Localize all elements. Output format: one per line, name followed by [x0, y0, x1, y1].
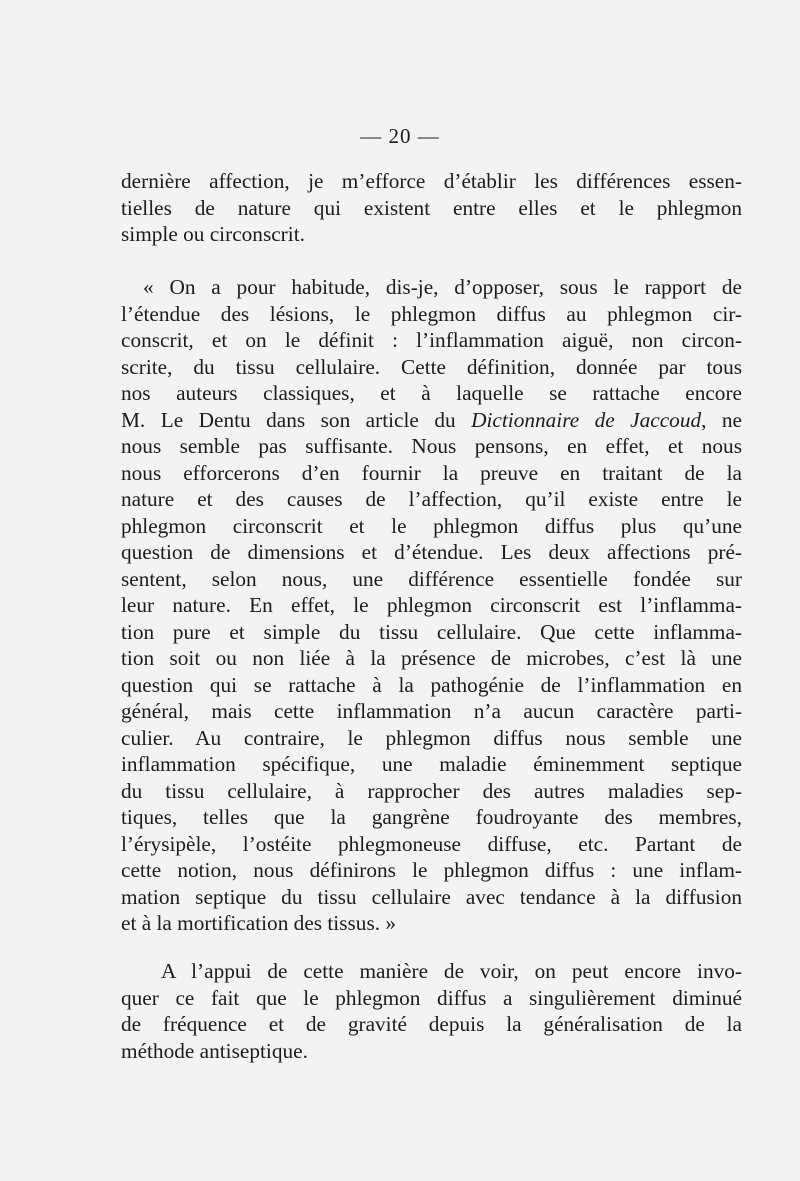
text-fragment: , ne	[701, 407, 743, 432]
text-line: l’érysipèle, l’ostéite phlegmoneuse diffuse, etc. Partant de	[121, 831, 742, 856]
text-line: dernière affection, je m’efforce d’établir les différences essen-	[121, 169, 742, 193]
text-line: nos auteurs classiques, et à laquelle se rattache encore	[121, 381, 742, 405]
text-line: tielles de nature qui existent entre elles et le phlegmon	[121, 195, 742, 220]
text-line: scrite, du tissu cellulaire. Cette définition, donnée par tous	[121, 354, 742, 379]
italic-title: Dictionnaire de Jaccoud	[471, 407, 702, 432]
text-line: général, mais cette inflammation n’a aucun caractère parti-	[121, 699, 742, 723]
text-line: inflammation spécifique, une maladie éminemment septique	[121, 752, 742, 776]
text-line: et à la mortification des tissus. »	[121, 911, 397, 935]
text-line: quer ce fait que le phlegmon diffus a singulièrement diminué	[121, 985, 742, 1010]
text-line: nature et des causes de l’affection, qu’il existe entre le	[121, 487, 742, 511]
text-line: question de dimensions et d’étendue. Les deux affections pré-	[121, 540, 742, 564]
text-line: A l’appui de cette manière de voir, on peut encore invo-	[161, 959, 742, 983]
paragraph-1	[121, 168, 742, 248]
text-line: culier. Au contraire, le phlegmon diffus nous semble une	[121, 725, 742, 750]
text-line: conscrit, et on le définit : l’inflammation aiguë, non circon-	[121, 328, 742, 352]
page-number: — 20 —	[360, 124, 440, 148]
text-line: l’étendue des lésions, le phlegmon diffus au phlegmon cir-	[121, 301, 742, 326]
paragraph-3	[121, 958, 742, 1064]
text-line: nous semble pas suffisante. Nous pensons, en effet, et nous	[121, 434, 742, 458]
text-line: tion pure et simple du tissu cellulaire. Que cette inflamma-	[121, 619, 742, 644]
text-line: mation septique du tissu cellulaire avec tendance à la diffusion	[121, 884, 742, 909]
text-line: nous efforcerons d’en fournir la preuve en traitant de la	[121, 460, 742, 485]
text-line: méthode antiseptique.	[121, 1038, 308, 1063]
text-line: phlegmon circonscrit et le phlegmon diffus plus qu’une	[121, 513, 742, 538]
text-line: de fréquence et de gravité depuis la généralisation de la	[121, 1012, 742, 1036]
text-line: leur nature. En effet, le phlegmon circonscrit est l’inflamma-	[121, 593, 742, 617]
text-line: tion soit ou non liée à la présence de microbes, c’est là une	[121, 646, 742, 670]
text-line: simple ou circonscrit.	[121, 222, 305, 246]
text-line: sentent, selon nous, une différence essentielle fondée sur	[121, 566, 742, 591]
text-line: du tissu cellulaire, à rapprocher des autres maladies sep-	[121, 778, 742, 803]
text-line: tiques, telles que la gangrène foudroyante des membres,	[121, 805, 742, 829]
text-line: « On a pour habitude, dis-je, d’opposer, sous le rapport de	[143, 275, 742, 299]
text-line: cette notion, nous définirons le phlegmon diffus : une inflam-	[121, 858, 742, 882]
text-fragment: M. Le Dentu dans son article du	[121, 407, 456, 432]
paragraph-2-quotation	[121, 274, 742, 937]
text-line-with-title	[121, 407, 742, 434]
text-line: question qui se rattache à la pathogénie de l’inflammation en	[121, 672, 742, 697]
